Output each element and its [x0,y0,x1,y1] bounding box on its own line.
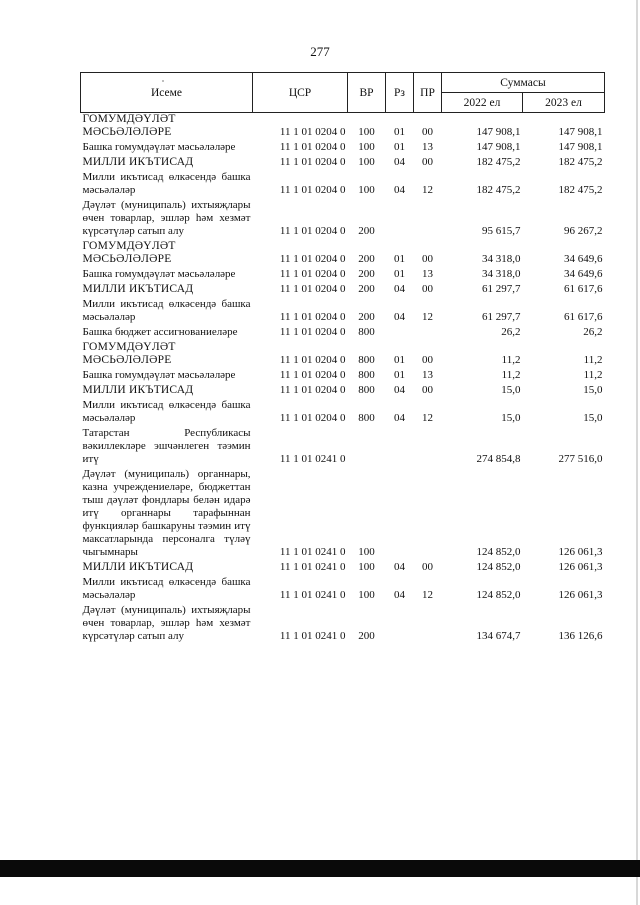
header-sums: Суммасы [442,73,605,93]
cell-vr: 200 [358,630,375,642]
table-row [81,155,605,170]
cell-pr [414,603,442,644]
cell-2022: 61 297,7 [482,283,521,295]
cell-2022: 34 318,0 [482,268,521,280]
cell-vr: 100 [358,546,375,558]
cell-2022: 134 674,7 [476,630,521,642]
table-row [81,398,605,426]
cell-rz: 01 [394,369,405,381]
cell-name: Башка гомумдәүләт мәсьәләләре [82,141,236,153]
cell-rz [386,467,414,560]
cell-2023: 277 516,0 [558,453,603,465]
cell-csr: 11 1 01 0241 0 [279,453,346,465]
cell-vr: 100 [358,589,375,601]
cell-rz: 04 [394,283,405,295]
cell-pr: 00 [422,156,433,168]
cell-pr: 13 [422,369,433,381]
page-number: 277 [310,44,330,59]
table-row [81,383,605,398]
cell-2023: 182 475,2 [558,156,603,168]
cell-csr: 11 1 01 0204 0 [279,384,346,396]
cell-name: ГОМУМДӘҮЛӘТ МӘСЬӘЛӘЛӘРЕ [82,240,176,265]
cell-pr: 12 [422,589,433,601]
table-header [81,73,605,113]
table-row [81,170,605,198]
cell-rz: 01 [394,354,405,366]
cell-rz: 04 [394,412,405,424]
cell-2023: 11,2 [583,354,603,366]
table-row [81,325,605,340]
header-csr: ЦСР [253,73,348,113]
cell-pr: 12 [422,184,433,196]
cell-name: МИЛЛИ ИКЪТИСАД [82,283,194,295]
header-vr: ВР [348,73,386,113]
cell-2022: 274 854,8 [476,453,521,465]
cell-vr: 800 [358,369,375,381]
cell-name: Башка гомумдәүләт мәсьәләләре [82,369,236,381]
cell-vr: 100 [358,141,375,153]
cell-csr: 11 1 01 0204 0 [279,283,346,295]
cell-csr: 11 1 01 0204 0 [279,326,346,338]
cell-rz: 04 [394,589,405,601]
cell-vr: 200 [358,225,375,237]
table-row [81,603,605,644]
cell-2022: 61 297,7 [482,311,521,323]
cell-name: Милли икътисад өлкәсендә башка мәсьәләләр [82,399,251,424]
cell-name: Милли икътисад өлкәсендә башка мәсьәләләр [82,576,251,601]
cell-2022: 95 615,7 [482,225,521,237]
cell-2023: 126 061,3 [558,589,603,601]
cell-name: Башка гомумдәүләт мәсьәләләре [82,268,236,280]
table-row [81,560,605,575]
cell-csr: 11 1 01 0204 0 [279,311,346,323]
cell-pr [414,198,442,239]
cell-pr: 00 [422,354,433,366]
cell-2022: 34 318,0 [482,253,521,265]
cell-rz [386,325,414,340]
cell-vr: 100 [358,126,375,138]
cell-2023: 11,2 [583,369,603,381]
cell-2023: 147 908,1 [558,126,603,138]
cell-rz: 01 [394,268,405,280]
cell-vr: 100 [358,561,375,573]
table-row [81,267,605,282]
cell-2022: 124 852,0 [476,589,521,601]
cell-csr: 11 1 01 0204 0 [279,184,346,196]
cell-pr [414,426,442,467]
budget-table [80,72,605,645]
cell-vr: 800 [358,384,375,396]
table-row [81,113,605,141]
cell-vr: 800 [358,412,375,424]
cell-csr: 11 1 01 0204 0 [279,354,346,366]
cell-vr: 200 [358,311,375,323]
cell-2023: 26,2 [583,326,603,338]
cell-pr: 00 [422,253,433,265]
cell-2023: 34 649,6 [564,268,603,280]
cell-csr: 11 1 01 0241 0 [279,630,346,642]
cell-name: Милли икътисад өлкәсендә башка мәсьәләләр [82,171,251,196]
cell-rz [386,603,414,644]
cell-vr [348,426,386,467]
cell-name: МИЛЛИ ИКЪТИСАД [82,561,194,573]
cell-pr: 00 [422,561,433,573]
cell-pr [414,325,442,340]
cell-2023: 34 649,6 [564,253,603,265]
cell-2022: 147 908,1 [476,141,521,153]
table-body [81,113,605,645]
cell-vr: 100 [358,156,375,168]
cell-2023: 61 617,6 [564,311,603,323]
cell-vr: 800 [358,354,375,366]
scan-edge [636,0,638,905]
cell-name: Дәүләт (муниципаль) ихтыяҗлары өчен товарлар, эшләр һәм хезмәт күрсәтүләр сатып алу [82,199,251,237]
cell-pr: 00 [422,384,433,396]
table-row [81,426,605,467]
cell-vr: 200 [358,283,375,295]
cell-csr: 11 1 01 0204 0 [279,156,346,168]
cell-2022: 147 908,1 [476,126,521,138]
header-name: Исеме [81,73,253,113]
cell-2022: 11,2 [501,354,521,366]
cell-2023: 126 061,3 [558,561,603,573]
cell-csr: 11 1 01 0241 0 [279,546,346,558]
cell-2023: 147 908,1 [558,141,603,153]
cell-pr: 12 [422,311,433,323]
cell-vr: 200 [358,253,375,265]
cell-rz [386,198,414,239]
cell-2022: 124 852,0 [476,546,521,558]
cell-pr: 13 [422,141,433,153]
table-row [81,198,605,239]
cell-pr [414,467,442,560]
cell-2022: 15,0 [501,412,521,424]
table-row [81,467,605,560]
cell-name: Дәүләт (муниципаль) ихтыяҗлары өчен товарлар, эшләр һәм хезмәт күрсәтүләр сатып алу [82,604,251,642]
cell-2022: 26,2 [501,326,521,338]
cell-2023: 61 617,6 [564,283,603,295]
cell-name: МИЛЛИ ИКЪТИСАД [82,384,194,396]
cell-vr: 800 [358,326,375,338]
scan-speck [162,80,164,82]
header-year-2023: 2023 ел [523,93,605,113]
cell-name: МИЛЛИ ИКЪТИСАД [82,156,194,168]
cell-csr: 11 1 01 0204 0 [279,225,346,237]
cell-rz: 01 [394,126,405,138]
cell-2023: 15,0 [583,412,603,424]
cell-name: ГОМУМДӘҮЛӘТ МӘСЬӘЛӘЛӘРЕ [82,341,176,366]
cell-name: ГОМУМДӘҮЛӘТ МӘСЬӘЛӘЛӘРЕ [82,113,176,138]
cell-csr: 11 1 01 0204 0 [279,126,346,138]
cell-name: Татарстан Республикасы вәкиллекләре эшчәнлеген тәэмин итү [82,427,251,465]
scan-bottom-bar [0,860,640,877]
cell-2022: 15,0 [501,384,521,396]
cell-name: Милли икътисад өлкәсендә башка мәсьәләләр [82,298,251,323]
cell-csr: 11 1 01 0204 0 [279,253,346,265]
cell-csr: 11 1 01 0241 0 [279,589,346,601]
table-row [81,239,605,267]
table-row [81,282,605,297]
cell-2023: 96 267,2 [564,225,603,237]
cell-2022: 124 852,0 [476,561,521,573]
cell-pr: 00 [422,283,433,295]
cell-pr: 12 [422,412,433,424]
cell-2022: 182 475,2 [476,156,521,168]
header-year-2022: 2022 ел [442,93,523,113]
table-row [81,368,605,383]
cell-rz: 04 [394,156,405,168]
table-row [81,575,605,603]
cell-2023: 136 126,6 [558,630,603,642]
header-pr: ПР [414,73,442,113]
cell-rz: 04 [394,561,405,573]
cell-csr: 11 1 01 0204 0 [279,141,346,153]
cell-2023: 126 061,3 [558,546,603,558]
cell-csr: 11 1 01 0241 0 [279,561,346,573]
cell-rz: 01 [394,141,405,153]
cell-name: Дәүләт (муниципаль) органнары, казна учреждениеләре, бюджеттан тыш дәүләт фондлары белән идарә итү органнары тарафыннан функцияләр башкаруны тәэмин итү максатларында персоналга түләү чыгымнары [82,468,251,558]
cell-2023: 15,0 [583,384,603,396]
cell-pr: 13 [422,268,433,280]
cell-2023: 182 475,2 [558,184,603,196]
cell-csr: 11 1 01 0204 0 [279,369,346,381]
cell-name: Башка бюджет ассигнованиеләре [82,326,238,338]
cell-csr: 11 1 01 0204 0 [279,412,346,424]
cell-rz: 04 [394,311,405,323]
cell-pr: 00 [422,126,433,138]
table-row [81,340,605,368]
cell-csr: 11 1 01 0204 0 [279,268,346,280]
cell-rz: 04 [394,184,405,196]
cell-2022: 11,2 [501,369,521,381]
cell-rz: 01 [394,253,405,265]
cell-rz: 04 [394,384,405,396]
cell-2022: 182 475,2 [476,184,521,196]
header-rz: Рз [386,73,414,113]
cell-rz [386,426,414,467]
cell-vr: 100 [358,184,375,196]
table-row [81,140,605,155]
cell-vr: 200 [358,268,375,280]
table-row [81,297,605,325]
